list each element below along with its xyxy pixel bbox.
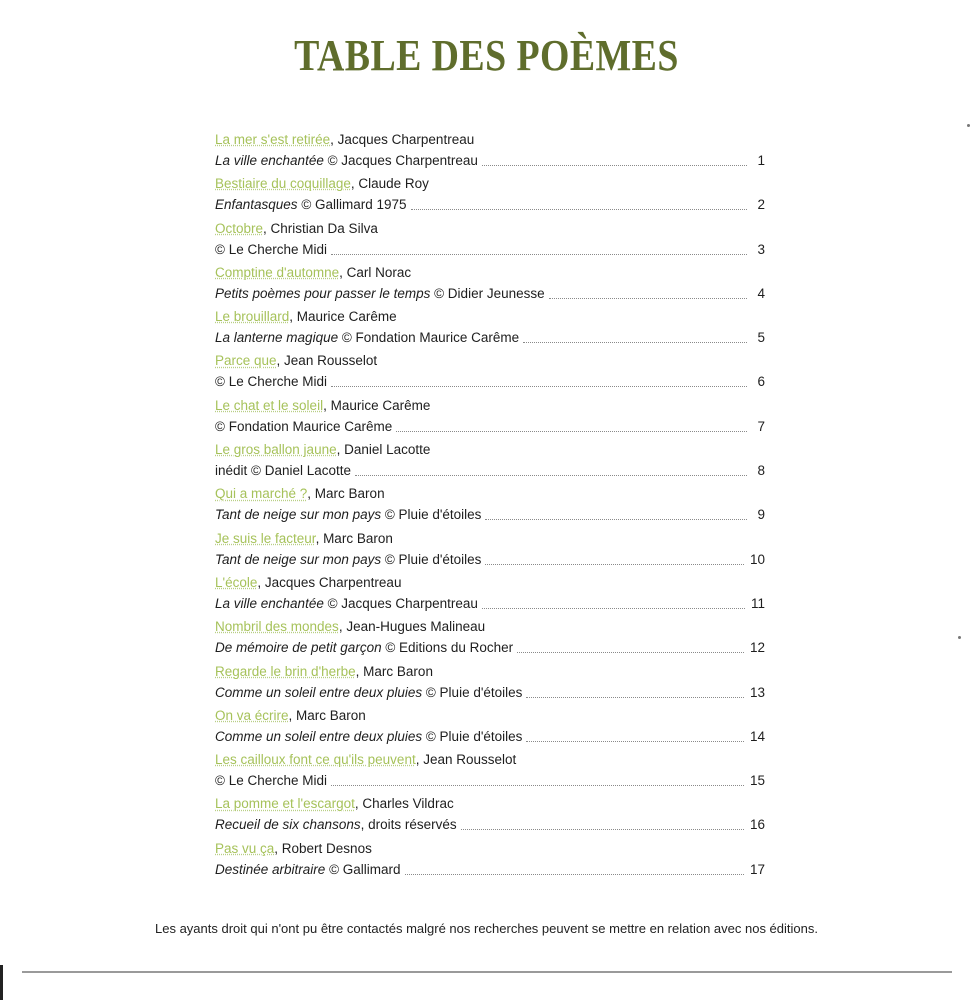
source-book: Comme un soleil entre deux pluies — [215, 684, 423, 700]
dot-leader — [482, 164, 747, 166]
toc-entry[interactable] — [215, 484, 765, 528]
dot-leader — [482, 607, 745, 609]
page-number: 5 — [757, 330, 765, 346]
page-number: 17 — [749, 861, 765, 877]
source-copyright: © Gallimard 1975 — [297, 197, 407, 213]
source-book: La lanterne magique — [215, 330, 339, 346]
poem-author: , Jean Rousselot — [415, 752, 517, 768]
poem-author: , Carl Norac — [339, 264, 412, 280]
poem-title: Octobre — [215, 220, 264, 236]
toc-entry[interactable] — [215, 617, 765, 661]
source-copyright: © Pluie d'étoiles — [422, 684, 523, 700]
poem-author: , Maurice Carême — [289, 309, 397, 325]
poem-title: Nombril des mondes — [215, 619, 339, 635]
poem-title: Le chat et le soleil — [215, 397, 324, 413]
poem-author: , Marc Baron — [307, 486, 385, 502]
source-copyright: © Pluie d'étoiles — [381, 551, 482, 567]
poem-author: , Charles Vildrac — [354, 796, 454, 812]
dot-leader — [526, 696, 744, 698]
poem-author: , Jean-Hugues Malineau — [338, 619, 486, 635]
poem-title: Le brouillard — [215, 309, 290, 325]
poem-title: Les cailloux font ce qu'ils peuvent — [215, 752, 416, 768]
scan-edge-mark — [0, 965, 3, 1000]
page-number: 9 — [757, 507, 765, 523]
page-number: 7 — [757, 418, 765, 434]
source-copyright: © Fondation Maurice Carême — [338, 330, 520, 346]
poem-author: , Maurice Carême — [323, 397, 431, 413]
toc-entry[interactable] — [215, 351, 765, 395]
page-number: 10 — [749, 551, 765, 567]
poem-title: Regarde le brin d'herbe — [215, 663, 356, 679]
source-book: Petits poèmes pour passer le temps — [215, 285, 431, 301]
source-book: La ville enchantée — [215, 153, 324, 168]
source-book: Destinée arbitraire — [215, 861, 326, 877]
poem-author: , Jean Rousselot — [276, 353, 378, 369]
dot-leader — [331, 385, 747, 387]
poem-author: , Claude Roy — [350, 176, 429, 192]
dot-leader — [485, 518, 747, 520]
dot-leader — [526, 740, 744, 742]
source-copyright: © Jacques Charpentreau — [323, 153, 478, 168]
dot-leader — [523, 341, 747, 343]
poem-title: Parce que — [215, 353, 277, 369]
dot-leader — [331, 784, 744, 786]
dot-leader — [485, 563, 744, 565]
toc-entry[interactable] — [215, 573, 765, 617]
source-copyright: © Le Cherche Midi — [215, 374, 327, 390]
poem-title: La pomme et l'escargot — [215, 796, 355, 812]
toc-entry[interactable] — [215, 794, 765, 838]
toc-entry[interactable] — [215, 750, 765, 794]
source-copyright: © Didier Jeunesse — [430, 285, 545, 301]
poem-author: , Marc Baron — [355, 663, 433, 679]
toc-entry[interactable] — [215, 529, 765, 573]
source-book: Tant de neige sur mon pays — [215, 507, 382, 523]
source-copyright: © Le Cherche Midi — [215, 241, 327, 257]
dot-leader — [411, 208, 747, 210]
page-number: 1 — [757, 153, 765, 168]
source-copyright: © Gallimard — [325, 861, 401, 877]
poem-author: , Marc Baron — [288, 707, 366, 723]
source-copyright: © Jacques Charpentreau — [323, 595, 478, 611]
source-copyright: © Le Cherche Midi — [215, 773, 327, 789]
page-number: 2 — [757, 197, 765, 213]
poem-author: , Robert Desnos — [274, 840, 372, 856]
dot-leader — [517, 651, 744, 653]
page-number: 3 — [757, 241, 765, 257]
page-number: 12 — [749, 640, 765, 656]
toc-entry[interactable] — [215, 662, 765, 706]
poem-title: Le gros ballon jaune — [215, 442, 337, 458]
poem-title: Je suis le facteur — [215, 530, 316, 546]
dot-leader — [331, 253, 747, 255]
source-copyright: © Pluie d'étoiles — [381, 507, 482, 523]
toc-entry[interactable] — [215, 307, 765, 351]
source-copyright: © Editions du Rocher — [381, 640, 514, 656]
page-number: 6 — [757, 374, 765, 390]
source-book: De mémoire de petit garçon — [215, 640, 382, 656]
source-copyright: , droits réservés — [360, 817, 457, 833]
toc-entry[interactable] — [215, 396, 765, 440]
poem-author: , Christian Da Silva — [263, 220, 378, 236]
page-number: 13 — [749, 684, 765, 700]
source-copyright: © Fondation Maurice Carême — [215, 418, 393, 434]
toc-entry[interactable] — [215, 839, 765, 883]
source-book: Comme un soleil entre deux pluies — [215, 728, 423, 744]
toc-entry[interactable] — [215, 174, 765, 218]
page-number: 4 — [757, 285, 765, 301]
poem-author: , Daniel Lacotte — [336, 442, 431, 458]
toc-entry[interactable] — [215, 706, 765, 750]
scan-speck — [967, 124, 970, 127]
source-copyright: © Pluie d'étoiles — [422, 728, 523, 744]
bottom-divider — [22, 971, 952, 973]
poem-title: On va écrire — [215, 707, 289, 723]
poem-author: , Marc Baron — [315, 530, 393, 546]
page-title: TABLE DES POÈMES — [294, 31, 679, 80]
page-number: 11 — [750, 595, 765, 611]
scan-speck — [958, 636, 961, 639]
dot-leader — [355, 474, 747, 476]
page-number: 14 — [749, 728, 765, 744]
toc-entry[interactable] — [215, 440, 765, 484]
toc-entry[interactable] — [215, 263, 765, 307]
page-number: 16 — [749, 817, 765, 833]
page-number: 8 — [757, 463, 765, 479]
dot-leader — [405, 873, 744, 875]
poem-title: Comptine d'automne — [215, 264, 340, 280]
poem-title: L'école — [215, 574, 258, 590]
page-number: 15 — [749, 773, 765, 789]
poem-title: Qui a marché ? — [215, 486, 308, 502]
poem-author: , Jacques Charpentreau — [257, 574, 402, 590]
dot-leader — [396, 430, 747, 432]
source-book: Enfantasques — [215, 197, 298, 213]
source-book: Recueil de six chansons — [215, 817, 361, 833]
poem-title: Pas vu ça — [215, 840, 275, 856]
toc-entry[interactable] — [215, 130, 765, 174]
table-of-contents — [215, 130, 765, 883]
source-copyright: inédit © Daniel Lacotte — [215, 463, 352, 479]
source-book: Tant de neige sur mon pays — [215, 551, 382, 567]
poem-title: Bestiaire du coquillage — [215, 176, 351, 192]
poem-author: , Jacques Charpentreau — [330, 132, 475, 147]
rights-notice: Les ayants droit qui n'ont pu être contactés malgré nos recherches peuvent se mettre en relation avec nos éditions. — [155, 921, 818, 936]
dot-leader — [461, 828, 744, 830]
dot-leader — [549, 297, 747, 299]
toc-entry[interactable] — [215, 219, 765, 263]
poem-title: La mer s'est retirée — [215, 132, 331, 147]
source-book: La ville enchantée — [215, 595, 324, 611]
